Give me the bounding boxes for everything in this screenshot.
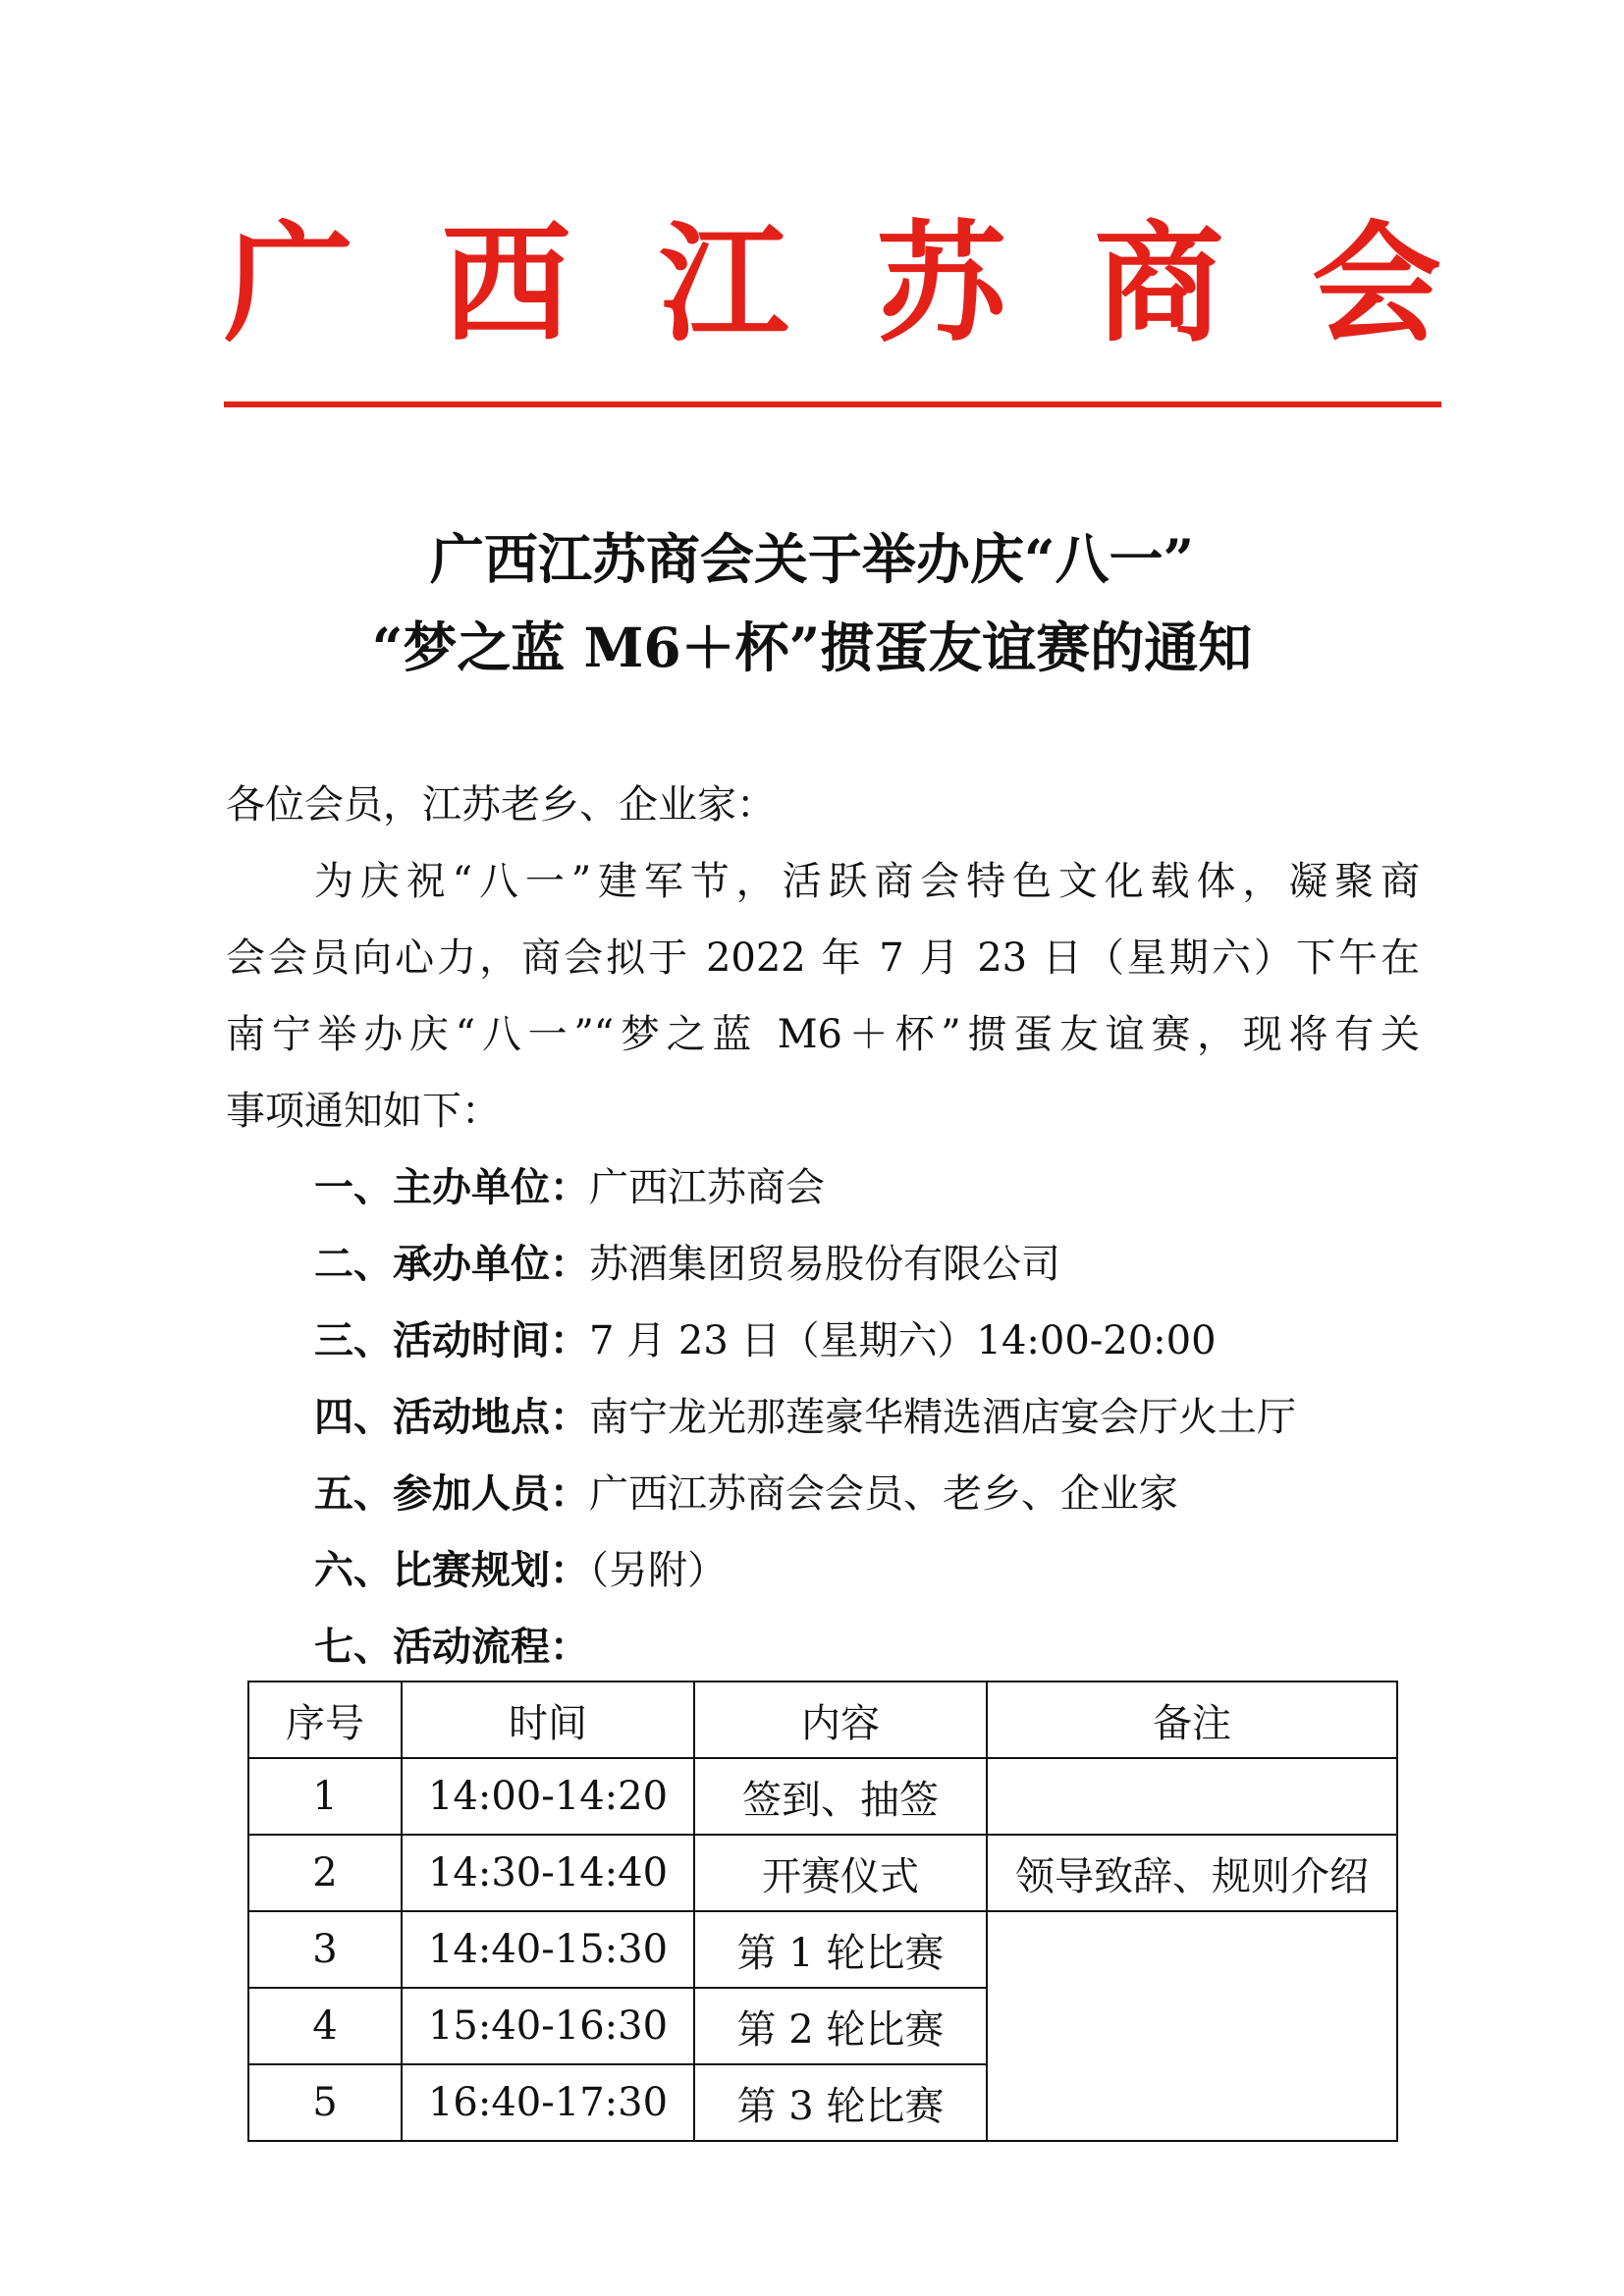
document-title-line-2: “梦之蓝 M6＋杯”掼蛋友谊赛的通知 — [371, 615, 1253, 679]
cell-no: 5 — [248, 2064, 402, 2141]
header-cell-content: 内容 — [694, 1682, 987, 1758]
notice-item-co-organizer — [314, 1226, 1060, 1303]
notice-item-rules — [314, 1532, 727, 1609]
item-label: 四、活动地点： — [314, 1395, 589, 1440]
notice-item-venue — [314, 1379, 1296, 1456]
cell-content: 开赛仪式 — [694, 1835, 987, 1911]
header-cell-note: 备注 — [987, 1682, 1397, 1758]
header-cell-no: 序号 — [248, 1682, 402, 1758]
cell-no: 2 — [248, 1835, 402, 1911]
item-value: 7 月 23 日（星期六）14:00-20:00 — [589, 1318, 1217, 1363]
red-divider-rule — [224, 401, 1441, 407]
masthead-char: 会 — [1311, 208, 1441, 360]
table-header-row — [248, 1682, 1397, 1758]
item-label: 五、参加人员： — [314, 1471, 589, 1517]
cell-time: 14:30-14:40 — [402, 1835, 694, 1911]
cell-no: 3 — [248, 1911, 402, 1988]
intro-paragraph-line: 南宁举办庆“八一”“梦之蓝 M6＋杯”掼蛋友谊赛，现将有关 — [226, 1012, 1420, 1057]
item-label: 一、主办单位： — [314, 1165, 589, 1210]
notice-item-time — [314, 1303, 1217, 1379]
cell-content: 第 1 轮比赛 — [694, 1911, 987, 1988]
cell-time: 15:40-16:30 — [402, 1988, 694, 2064]
cell-time: 14:40-15:30 — [402, 1911, 694, 1988]
item-value: 广西江苏商会会员、老乡、企业家 — [589, 1471, 1178, 1517]
cell-time: 14:00-14:20 — [402, 1758, 694, 1835]
item-value: 苏酒集团贸易股份有限公司 — [589, 1242, 1060, 1287]
schedule-table — [247, 1681, 1398, 2142]
item-label: 二、承办单位： — [314, 1242, 589, 1287]
intro-paragraph-line: 为庆祝“八一”建军节，活跃商会特色文化载体，凝聚商 — [314, 859, 1420, 904]
cell-content: 第 2 轮比赛 — [694, 1988, 987, 2064]
header-cell-time: 时间 — [402, 1682, 694, 1758]
notice-item-participants — [314, 1456, 1178, 1532]
cell-note: 领导致辞、规则介绍 — [987, 1835, 1397, 1911]
item-value: （另附） — [589, 1548, 727, 1593]
cell-note-merged — [987, 1911, 1397, 2141]
item-label: 六、比赛规划： — [314, 1548, 589, 1593]
item-label: 七、活动流程： — [314, 1625, 589, 1670]
masthead-char: 商 — [1094, 208, 1224, 360]
item-value: 南宁龙光那莲豪华精选酒店宴会厅火土厅 — [589, 1395, 1296, 1440]
cell-time: 16:40-17:30 — [402, 2064, 694, 2141]
notice-item-organizer — [314, 1149, 825, 1226]
organization-masthead — [224, 208, 1441, 360]
notice-item-schedule — [314, 1609, 589, 1685]
item-label: 三、活动时间： — [314, 1318, 589, 1363]
intro-paragraph-line: 事项通知如下： — [226, 1089, 501, 1134]
intro-paragraph-line: 会会员向心力，商会拟于 2022 年 7 月 23 日（星期六）下午在 — [226, 935, 1420, 981]
salutation: 各位会员，江苏老乡、企业家： — [226, 782, 776, 828]
cell-content: 第 3 轮比赛 — [694, 2064, 987, 2141]
item-value: 广西江苏商会 — [589, 1165, 825, 1210]
masthead-char: 广 — [224, 208, 353, 360]
masthead-char: 江 — [659, 208, 789, 360]
cell-content: 签到、抽签 — [694, 1758, 987, 1835]
cell-no: 4 — [248, 1988, 402, 2064]
cell-no: 1 — [248, 1758, 402, 1835]
masthead-char: 西 — [441, 208, 571, 360]
cell-note — [987, 1758, 1397, 1835]
table-row — [248, 1911, 1397, 1988]
masthead-char: 苏 — [876, 208, 1006, 360]
table-row — [248, 1835, 1397, 1911]
table-row — [248, 1758, 1397, 1835]
document-title-line-1: 广西江苏商会关于举办庆“八一” — [429, 527, 1195, 591]
